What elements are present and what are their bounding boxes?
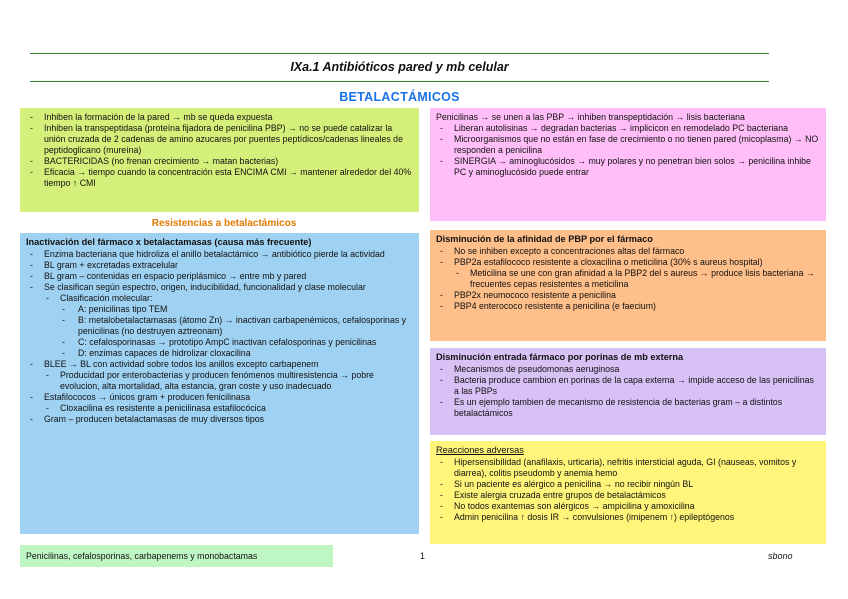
pbp-item: - PBP4 enterococo resistente a penicilina (e faecium): [436, 301, 820, 312]
porin-item: - Mecanismos de pseudomonas aeruginosa: [436, 364, 820, 375]
porin-item: - Bacteria produce cambion en porinas de la capa externa → impide acceso de las penicilinas a las PBPs: [436, 375, 820, 397]
inactivation-subsubitem: - A: penicilinas tipo TEM: [26, 304, 413, 315]
inactivation-subitem: - Clasificación molecular:: [26, 293, 413, 304]
pbp-subitem: - Meticilina se une con gran afinidad a la PBP2 del s aureus → produce lisis bacteriana → frecuentes cepas resistentes a meticilina: [436, 268, 820, 290]
penicillin-intro: Penicilinas → se unen a las PBP → inhiben transpeptidación → lisis bacteriana: [436, 112, 745, 122]
porin-box: [430, 348, 826, 435]
penicillin-item: - Microorganismos que no están en fase de crecimiento o no tienen pared (micoplasma) → NO responden a penicilina: [436, 134, 820, 156]
pbp-item: - PBP2x neumococo resistente a penicilina: [436, 290, 820, 301]
page-number: 1: [420, 551, 426, 561]
mechanism-item: - Inhiben la transpeptidasa (proteína fijadora de penicilina PBP) → no se puede catalizar la unión cruzada de 2 cadenas de amino azucares por puentes peptídicos/cadenas lineales de peptidoglicano (mureína): [26, 123, 413, 156]
inactivation-subitem: - Producidad por enterobacterias y producen fenómenos multiresistencia → pobre evolucion, alta mortalidad, alta estancia, gran coste y uso inadecuado: [26, 370, 413, 392]
inactivation-list: [26, 249, 413, 425]
adverse-list: [436, 457, 820, 523]
inactivation-item: - BLEE → BL con actividad sobre todos los anillos excepto carbapenem: [26, 359, 413, 370]
adverse-reactions-box: [430, 441, 826, 544]
inactivation-heading: Inactivación del fármaco x betalactamasas (causa más frecuente): [26, 237, 312, 247]
inactivation-item: - BL gram – contenidas en espacio periplásmico → entre mb y pared: [26, 271, 413, 282]
inactivation-subsubitem: - B: metalobetalactamasas (átomo Zn) → inactivan carbapenémicos, cefalosporinas y penicilinas (no destruyen aztreonam): [26, 315, 413, 337]
inactivation-item: - Estafilococos → únicos gram + producen fenicilinasa: [26, 392, 413, 403]
pbp-list: [436, 246, 820, 312]
inactivation-item: - Gram – producen betalactamasas de muy diversos tipos: [26, 414, 413, 425]
inactivation-subsubitem: - C: cefalosporinasas → prototipo AmpC inactivan cefalosporinas y penicilinas: [26, 337, 413, 348]
adverse-item: - Si un paciente es alérgico a penicilina → no recibir ningún BL: [436, 479, 820, 490]
page-title: IXa.1 Antibióticos pared y mb celular: [290, 60, 509, 74]
mechanism-item: - Inhiben la formación de la pared → mb se queda expuesta: [26, 112, 413, 123]
mechanism-box: [20, 108, 419, 212]
mechanism-list: [26, 112, 413, 189]
porin-heading: Disminución entrada fármaco por porinas de mb externa: [436, 352, 684, 362]
adverse-heading: Reacciones adversas: [436, 445, 524, 455]
penicillin-item: - SINERGIA → aminoglucósidos → muy polares y no penetran bien solos → penicilina inhibe PC y aminoglucósido puede entrar: [436, 156, 820, 178]
section-title-betalactamicos: BETALACTÁMICOS: [339, 90, 460, 104]
porin-list: [436, 364, 820, 419]
adverse-item: - Hipersensibilidad (anafilaxis, urticaria), nefritis intersticial aguda, GI (nauseas, vomitos y diarrea), colitis pseudomb y anemia hemo: [436, 457, 820, 479]
penicillin-box: [430, 108, 826, 221]
inactivation-item: - Se clasifican según espectro, origen, inducibilidad, funcionalidad y clase molecular: [26, 282, 413, 293]
pbp-heading: Disminución de la afinidad de PBP por el fármaco: [436, 234, 653, 244]
porin-item: - Es un ejemplo tambien de mecanismo de resistencia de bacterias gram – a distintos betalactámicos: [436, 397, 820, 419]
adverse-item: - No todos exantemas son alérgicos → ampicilina y amoxicilina: [436, 501, 820, 512]
pbp-affinity-box: [430, 230, 826, 341]
adverse-item: - Existe alergia cruzada entre grupos de betalactámicos: [436, 490, 820, 501]
author: sbono: [768, 551, 793, 561]
penicillin-list: [436, 123, 820, 178]
footer-label: Penicilinas, cefalosporinas, carbapenems y monobactamas: [20, 545, 333, 567]
mechanism-item: - BACTERICIDAS (no frenan crecimiento → matan bacterias): [26, 156, 413, 167]
pbp-item: - PBP2a estafilococo resistente a cloxacilina o meticilina (30% s aureus hospital): [436, 257, 820, 268]
mechanism-item: - Eficacia → tiempo cuando la concentración esta ENCIMA CMI → mantener alrededor del 40% tiempo ↑ CMI: [26, 167, 413, 189]
adverse-item: - Admin penicilina ↑ dosis IR → convulsiones (imipenem ↑) epileptógenos: [436, 512, 820, 523]
inactivation-subitem: - Cloxacilina es resistente a penicilinasa estafilocócica: [26, 403, 413, 414]
top-rule: [30, 53, 769, 54]
title-rule: [30, 81, 769, 82]
resistance-title: Resistencias a betalactámicos: [151, 218, 297, 229]
pbp-item: - No se inhiben excepto a concentraciones altas del fármaco: [436, 246, 820, 257]
inactivation-item: - Enzima bacteriana que hidroliza el anillo betalactámico → antibiótico pierde la actividad: [26, 249, 413, 260]
inactivation-box: [20, 233, 419, 534]
inactivation-subsubitem: - D: enzimas capaces de hidrolizar cloxacilina: [26, 348, 413, 359]
inactivation-item: - BL gram + excretadas extracelular: [26, 260, 413, 271]
penicillin-item: - Liberan autolisinas → degradan bacterias → implicicon en remodelado PC bacteriana: [436, 123, 820, 134]
